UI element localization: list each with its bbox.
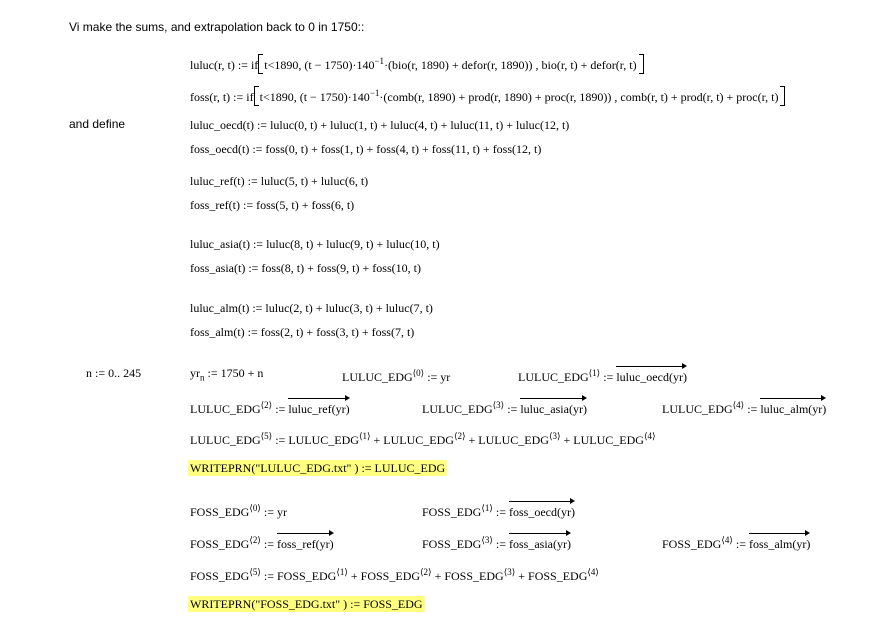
assign-op: := [272, 433, 289, 447]
var-name: FOSS_EDG [190, 569, 250, 583]
right-bracket [780, 86, 785, 106]
column-superscript: ⟨2⟩ [453, 431, 466, 441]
foss-edg-col2[interactable] [190, 533, 334, 551]
luluc-edg-col4[interactable] [662, 398, 826, 416]
column-superscript: ⟨2⟩ [249, 535, 261, 545]
vectorized-expr: foss_alm(yr) [749, 537, 811, 551]
assign-op: := [272, 402, 289, 416]
luluc-definition[interactable] [190, 54, 644, 74]
column-superscript: ⟨4⟩ [643, 431, 656, 441]
column-superscript: ⟨4⟩ [732, 400, 745, 410]
vectorized-expr: luluc_alm(yr) [760, 402, 827, 416]
assign-op: := [732, 537, 749, 551]
var-name: FOSS_EDG [422, 505, 482, 519]
intro-text: Vi make the sums, and extrapolation back to 0 in 1750:: [69, 20, 365, 34]
yr-lhs: yr [190, 366, 200, 380]
vectorized-expr: foss_asia(yr) [509, 537, 571, 551]
foss-oecd-definition[interactable]: foss_oecd(t) := foss(0, t) + foss(1, t) + foss(4, t) + foss(11, t) + foss(12, t) [190, 142, 542, 156]
column-superscript: ⟨1⟩ [481, 503, 493, 513]
assign-op: := [492, 505, 509, 519]
luluc-def-rest: ·(bio(r, 1890) + defor(r, 1890)) , bio(r, t) + defor(r, t) [384, 58, 637, 72]
luluc-alm-definition[interactable]: luluc_alm(t) := luluc(2, t) + luluc(3, t) + luluc(7, t) [190, 301, 433, 315]
left-bracket [254, 86, 259, 106]
var-name: LULUC_EDG [190, 433, 261, 447]
plus-op: + [515, 569, 529, 583]
exponent: −1 [369, 88, 380, 98]
var-name: LULUC_EDG [422, 402, 493, 416]
right-bracket [639, 54, 644, 74]
column-superscript: ⟨2⟩ [420, 567, 432, 577]
var-name: FOSS_EDG [190, 537, 250, 551]
column-superscript: ⟨3⟩ [548, 431, 561, 441]
assign-op: := [260, 569, 277, 583]
foss-ref-definition[interactable]: foss_ref(t) := foss(5, t) + foss(6, t) [190, 198, 355, 212]
foss-edg-col3[interactable] [422, 533, 571, 551]
yr-definition[interactable] [190, 366, 263, 384]
luluc-edg-col3[interactable] [422, 398, 587, 416]
foss-edg-col1[interactable] [422, 501, 575, 519]
foss-edg-col0[interactable] [190, 501, 287, 519]
foss-alm-definition[interactable]: foss_alm(t) := foss(2, t) + foss(3, t) + foss(7, t) [190, 325, 415, 339]
foss-def-rest: ·(comb(r, 1890) + prod(r, 1890) + proc(r, 1890)) , comb(r, t) + prod(r, t) + proc(r, t) [379, 90, 779, 104]
yr-subscript: n [200, 372, 205, 383]
luluc-ref-definition[interactable]: luluc_ref(t) := luluc(5, t) + luluc(6, t) [190, 174, 369, 188]
assign-op: := [492, 537, 509, 551]
assign-op: := [260, 537, 277, 551]
column-superscript: ⟨1⟩ [588, 368, 601, 378]
var-name: FOSS_EDG [662, 537, 722, 551]
exponent: −1 [374, 56, 385, 66]
var-name: FOSS_EDG [528, 569, 588, 583]
var-name: FOSS_EDG [360, 569, 421, 583]
write-luluc-highlight: WRITEPRN("LULUC_EDG.txt" ) := LULUC_EDG [190, 461, 446, 475]
plus-op: + [560, 433, 574, 447]
luluc-oecd-definition[interactable]: luluc_oecd(t) := luluc(0, t) + luluc(1, t) + luluc(4, t) + luluc(11, t) + luluc(12, t) [190, 118, 570, 132]
foss-edg-col5[interactable] [190, 565, 599, 583]
var-name: FOSS_EDG [422, 537, 482, 551]
foss-def-body: t<1890, (t − 1750)·140 [259, 90, 370, 104]
column-superscript: ⟨1⟩ [336, 567, 348, 577]
vectorized-expr: luluc_ref(yr) [288, 402, 350, 416]
vectorized-expr: foss_ref(yr) [277, 537, 334, 551]
assign-op: := [744, 402, 761, 416]
assign-rhs: := yr [260, 505, 287, 519]
luluc-edg-col5[interactable] [190, 429, 655, 447]
column-superscript: ⟨3⟩ [492, 400, 505, 410]
var-name: FOSS_EDG [277, 569, 337, 583]
n-range-definition[interactable]: n := 0.. 245 [86, 366, 142, 380]
luluc-edg-col1[interactable] [518, 366, 687, 384]
column-superscript: ⟨4⟩ [587, 567, 599, 577]
var-name: LULUC_EDG [288, 433, 359, 447]
var-name: LULUC_EDG [190, 402, 261, 416]
var-name: LULUC_EDG [518, 370, 589, 384]
plus-op: + [347, 569, 361, 583]
assign-rhs: := yr [424, 370, 451, 384]
var-name: LULUC_EDG [573, 433, 644, 447]
foss-asia-definition[interactable]: foss_asia(t) := foss(8, t) + foss(9, t) + foss(10, t) [190, 261, 421, 275]
column-superscript: ⟨2⟩ [260, 400, 273, 410]
var-name: LULUC_EDG [662, 402, 733, 416]
luluc-def-lhs: luluc(r, t) := if [190, 58, 259, 72]
column-superscript: ⟨3⟩ [481, 535, 493, 545]
column-superscript: ⟨0⟩ [249, 503, 261, 513]
assign-op: := [600, 370, 617, 384]
foss-edg-col4[interactable] [662, 533, 810, 551]
left-bracket [258, 54, 263, 74]
foss-definition[interactable] [190, 86, 785, 106]
luluc-edg-col2[interactable] [190, 398, 350, 416]
luluc-def-body: t<1890, (t − 1750)·140 [264, 58, 375, 72]
plus-op: + [370, 433, 384, 447]
column-superscript: ⟨4⟩ [721, 535, 733, 545]
luluc-asia-definition[interactable]: luluc_asia(t) := luluc(8, t) + luluc(9, t) + luluc(10, t) [190, 237, 440, 251]
luluc-edg-col0[interactable] [342, 366, 450, 384]
foss-def-lhs: foss(r, t) := if [190, 90, 254, 104]
write-luluc-statement[interactable] [190, 461, 447, 475]
var-name: LULUC_EDG [342, 370, 413, 384]
yr-rhs: := 1750 + n [204, 366, 264, 380]
var-name: FOSS_EDG [444, 569, 504, 583]
plus-op: + [431, 569, 445, 583]
var-name: LULUC_EDG [383, 433, 454, 447]
column-superscript: ⟨5⟩ [260, 431, 273, 441]
and-define-text: and define [69, 117, 126, 131]
vectorized-expr: foss_oecd(yr) [509, 505, 575, 519]
vectorized-expr: luluc_asia(yr) [520, 402, 587, 416]
assign-op: := [504, 402, 521, 416]
column-superscript: ⟨3⟩ [503, 567, 516, 577]
plus-op: + [465, 433, 479, 447]
write-foss-statement[interactable] [190, 597, 425, 611]
vectorized-expr: luluc_oecd(yr) [616, 370, 687, 384]
column-superscript: ⟨1⟩ [358, 431, 371, 441]
var-name: FOSS_EDG [190, 505, 250, 519]
write-foss-highlight: WRITEPRN("FOSS_EDG.txt" ) := FOSS_EDG [190, 597, 423, 611]
column-superscript: ⟨5⟩ [249, 567, 261, 577]
var-name: LULUC_EDG [478, 433, 549, 447]
column-superscript: ⟨0⟩ [412, 368, 425, 378]
